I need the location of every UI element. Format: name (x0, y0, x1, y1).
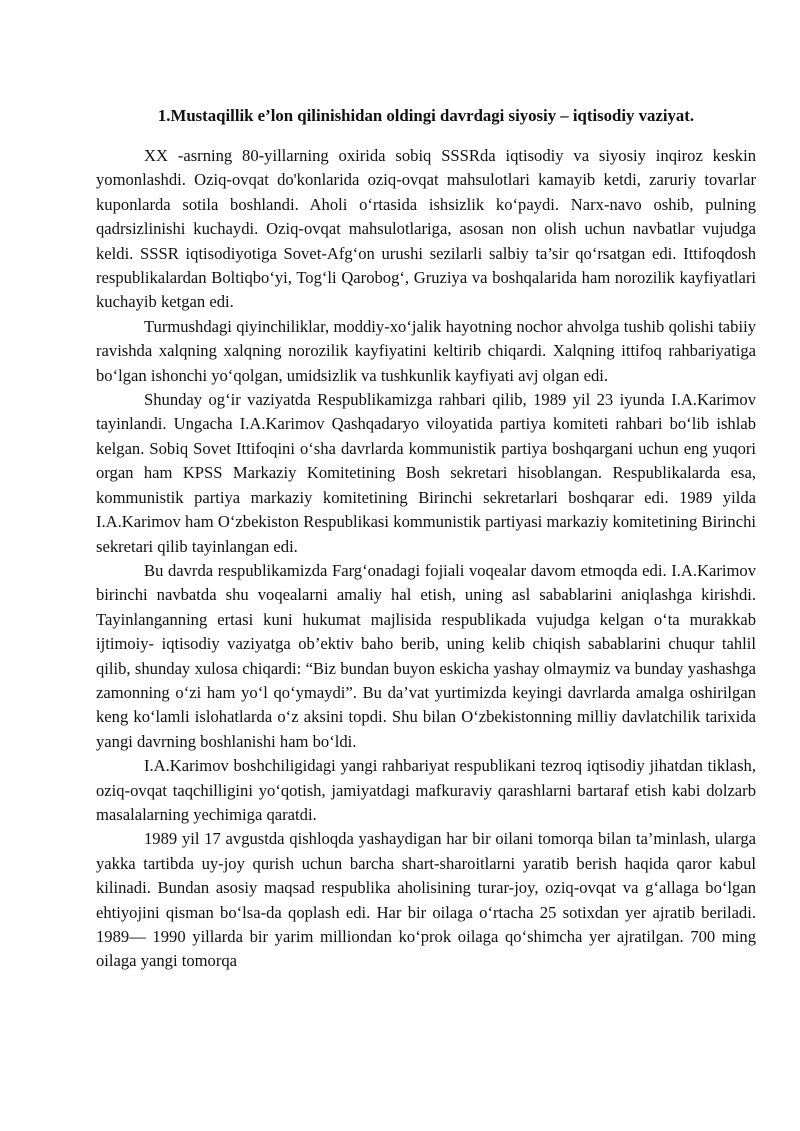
paragraph-1: XX -asrning 80-yillarning oxirida sobiq SSSRda iqtisodiy va siyosiy inqiroz keskin yomonlashdi. Oziq-ovqat do'konlarida oziq-ovqat mahsulotlari kamayib ketdi, zaruriy tovarlar kuponlarda sotila boshlandi. Aholi o‘rtasida ishsizlik ko‘paydi. Narx-navo oshib, pulning qadrsizlinishi kuchaydi. Oziq-ovqat mahsulotlariga, asosan non olish uchun navbatlar vujudga keldi. SSSR iqtisodiyotiga Sovet-Afg‘on urushi sezilarli salbiy ta’sir qo‘rsatgan edi. Ittifoqdosh respublikalardan Boltiqbo‘yi, Tog‘li Qarobog‘, Gruziya va boshqalarida ham norozilik kayfiyatlari kuchayib ketgan edi. (96, 146, 756, 312)
document-page (96, 104, 756, 974)
paragraph-4: Bu davrda respublikamizda Farg‘onadagi fojiali voqealar davom etmoqda edi. I.A.Karimov birinchi navbatda shu voqealarni amaliy hal etish, uning asl sabablarini aniqlashga kirishdi. Tayinlanganning ertasi kuni hukumat majlisida respublikada vujudga kelgan o‘ta murakkab ijtimoiy- iqtisodiy vaziyatga ob’ektiv baho berib, uning kelib chiqish sabablarini chuqur tahlil qilib, shunday xulosa chiqardi: “Biz bundan buyon eskicha yashay olmaymiz va bunday yashashga zamonning o‘zi ham yo‘l qo‘ymaydi”. Bu da’vat yurtimizda keyingi davrlarda amalga oshirilgan keng ko‘lamli islohatlarda o‘z aksini topdi. Shu bilan O‘zbekistonning milliy davlatchilik tarixida yangi davrning boshlanishi ham bo‘ldi. (96, 560, 756, 751)
document-title: 1.Mustaqillik e’lon qilinishidan oldingi davrdagi siyosiy – iqtisodiy vaziyat. (157, 106, 695, 125)
paragraph-3: Shunday og‘ir vaziyatda Respublikamizga rahbari qilib, 1989 yil 23 iyunda I.A.Karimov tayinlandi. Ungacha I.A.Karimov Qashqadaryo viloyatida partiya komiteti rahbari bo‘lib ishlab kelgan. Sobiq Sovet Ittifoqini o‘sha davrlarda kommunistik partiya boshqargani uchun eng yuqori organ ham KPSS Markaziy Komitetining Bosh sekretari hisoblangan. Respublikalarda esa, kommunistik partiya markaziy komitetining Birinchi sekretarlari boshqarar edi. 1989 yilda I.A.Karimov ham O‘zbekiston Respublikasi kommunistik partiyasi markaziy komitetining Birinchi sekretari qilib tayinlangan edi. (96, 390, 756, 556)
paragraph-6: 1989 yil 17 avgustda qishloqda yashaydigan har bir oilani tomorqa bilan ta’minlash, ularga yakka tartibda uy-joy qurish uchun barcha shart-sharoitlarni yaratib berish haqida qaror kabul kilinadi. Bundan asosiy maqsad respublika aholisining turar-joy, oziq-ovqat va g‘allaga bo‘lgan ehtiyojini qisman bo‘lsa-da qoplash edi. Har bir oilaga o‘rtacha 25 sotixdan yer ajratib beriladi. 1989— 1990 yillarda bir yarim milliondan ko‘prok oilaga qo‘shimcha yer ajratilgan. 700 ming oilaga yangi tomorqa (96, 829, 756, 971)
paragraph-5: I.A.Karimov boshchiligidagi yangi rahbariyat respublikani tezroq iqtisodiy jihatdan tiklash, oziq-ovqat taqchilligini yo‘qotish, jamiyatdagi mafkuraviy qarashlarni bartaraf etish kabi dolzarb masalalarning yechimiga qaratdi. (96, 756, 756, 824)
paragraph-2: Turmushdagi qiyinchiliklar, moddiy-xo‘jalik hayotning nochor ahvolga tushib qolishi tabiiy ravishda xalqning xalqning norozilik kayfiyatini keltirib chiqardi. Xalqning ittifoq rahbariyatiga bo‘lgan ishonchi yo‘qolgan, umidsizlik va tushkunlik kayfiyati avj olgan edi. (96, 316, 756, 385)
